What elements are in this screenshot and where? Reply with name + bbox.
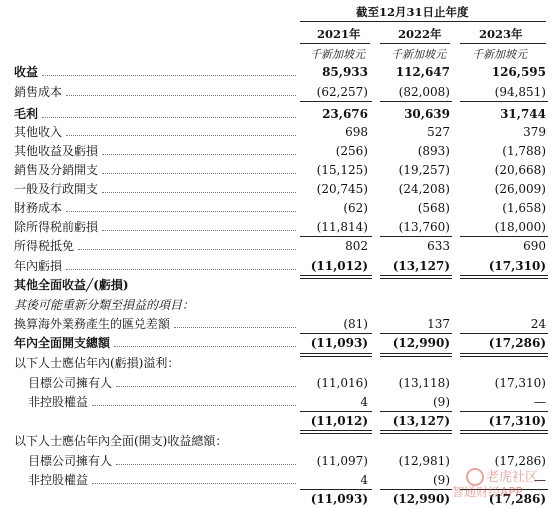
table-row	[0, 314, 554, 334]
total-double-rule	[300, 353, 372, 357]
subtotal-rule	[380, 333, 452, 334]
subtotal-rule	[460, 333, 548, 334]
cell-1: (12,990)	[392, 492, 450, 506]
leader-dots	[78, 249, 296, 250]
row-label: 銷售成本	[14, 85, 63, 99]
leader-dots	[66, 135, 296, 136]
cell-2: (17,286)	[494, 454, 546, 468]
subtotal-rule	[300, 101, 372, 102]
cell-1: (568)	[417, 201, 450, 215]
leader-dots	[102, 192, 296, 193]
row-label: 年內虧損	[14, 259, 63, 273]
cell-2: (17,310)	[488, 259, 546, 273]
leader-dots	[116, 386, 296, 387]
leader-dots	[66, 95, 296, 96]
table-row	[0, 179, 554, 199]
cell-1: (12,981)	[398, 454, 450, 468]
row-label: 目標公司擁有人	[28, 454, 113, 468]
cell-0: 23,676	[322, 107, 368, 121]
cell-0: (62)	[343, 201, 368, 215]
cell-0: (15,125)	[316, 163, 368, 177]
table-row	[0, 160, 554, 180]
row-label: 其他收入	[14, 125, 63, 139]
cell-1: (24,208)	[398, 182, 450, 196]
cell-0: (11,012)	[310, 414, 368, 428]
subtotal-rule	[300, 333, 372, 334]
watermark-line1: 老虎社区	[486, 470, 539, 485]
unit-2022: 千新加坡元	[391, 48, 446, 61]
cell-0: (81)	[343, 317, 368, 331]
cell-2: (1,788)	[502, 144, 546, 158]
table-row	[0, 373, 554, 393]
cell-1: (19,257)	[398, 163, 450, 177]
total-double-rule	[460, 353, 548, 357]
row-label: 以下人士應佔年內全面(開支)收益總額：	[14, 434, 228, 448]
year-rule-2021	[300, 43, 370, 44]
watermark-line2: 智通财经APP	[452, 485, 523, 499]
total-double-rule	[300, 430, 372, 434]
table-row	[0, 104, 554, 124]
period-header: 截至12月31日止年度	[356, 5, 469, 19]
cell-0: (256)	[335, 144, 368, 158]
row-label: 財務成本	[14, 201, 63, 215]
cell-0: 4	[360, 395, 368, 409]
cell-1: 527	[427, 125, 450, 139]
subtotal-rule	[300, 236, 372, 237]
cell-0: 85,933	[322, 65, 368, 79]
leader-dots	[102, 173, 296, 174]
year-rule-2022	[380, 43, 450, 44]
year-2023: 2023年	[479, 27, 523, 41]
cell-0: (11,016)	[316, 376, 368, 390]
row-label: 一般及行政開支	[14, 182, 99, 196]
row-label: 非控股權益	[28, 395, 89, 409]
cell-1: (13,118)	[398, 376, 450, 390]
cell-2: (17,310)	[488, 414, 546, 428]
cell-1: (13,127)	[392, 259, 450, 273]
table-row	[0, 82, 554, 102]
cell-0: 698	[345, 125, 368, 139]
leader-dots	[114, 346, 296, 347]
subtotal-rule	[460, 411, 548, 412]
table-row	[0, 141, 554, 161]
cell-2: (17,286)	[488, 336, 546, 350]
cell-1: (13,760)	[398, 220, 450, 234]
cell-0: (11,814)	[316, 220, 368, 234]
cell-1: 633	[427, 239, 450, 253]
leader-dots	[92, 405, 296, 406]
subtotal-rule	[460, 101, 548, 102]
row-label: 收益	[14, 65, 39, 79]
leader-dots	[102, 154, 296, 155]
cell-0: (11,097)	[316, 454, 368, 468]
cell-0: (11,012)	[310, 259, 368, 273]
period-rule	[300, 21, 546, 22]
unit-2023: 千新加坡元	[472, 48, 527, 61]
total-double-rule	[380, 353, 452, 357]
cell-0: (11,093)	[310, 336, 368, 350]
subtotal-rule	[380, 411, 452, 412]
cell-1: 112,647	[395, 65, 450, 79]
table-row	[0, 333, 554, 353]
leader-dots	[174, 327, 296, 328]
unit-2021: 千新加坡元	[310, 48, 365, 61]
cell-1: 137	[427, 317, 450, 331]
total-double-rule	[380, 430, 452, 434]
cell-1: (12,990)	[392, 336, 450, 350]
row-label: 其他收益及虧損	[14, 144, 99, 158]
cell-0: (11,093)	[310, 492, 368, 506]
row-label: 非控股權益	[28, 473, 89, 487]
row-label: 其他全面收益╱(虧損)	[14, 278, 129, 292]
leader-dots	[42, 75, 296, 76]
subtotal-rule	[460, 236, 548, 237]
leader-dots	[92, 483, 296, 484]
total-double-rule	[460, 275, 548, 279]
cell-0: 802	[345, 239, 368, 253]
cell-2: 379	[523, 125, 546, 139]
table-row	[0, 217, 554, 237]
subtotal-rule	[380, 101, 452, 102]
cell-1: (82,008)	[398, 85, 450, 99]
table-row	[0, 198, 554, 218]
cell-2: (17,286)	[488, 492, 546, 506]
cell-2: —	[534, 473, 546, 487]
cell-0: (62,257)	[316, 85, 368, 99]
year-2022: 2022年	[398, 27, 442, 41]
table-row	[0, 411, 554, 431]
subtotal-rule	[300, 411, 372, 412]
row-label: 毛利	[14, 107, 39, 121]
cell-2: (1,658)	[502, 201, 546, 215]
cell-2: 24	[530, 317, 546, 331]
row-label: 以下人士應佔年內(虧損)溢利：	[14, 356, 180, 370]
cell-2: 126,595	[491, 65, 546, 79]
cell-2: (20,668)	[494, 163, 546, 177]
year-2021: 2021年	[317, 27, 361, 41]
table-row	[0, 236, 554, 256]
leader-dots	[116, 464, 296, 465]
row-label: 其後可能重新分類至損益的項目：	[14, 298, 195, 312]
leader-dots	[66, 269, 296, 270]
table-row	[0, 256, 554, 276]
row-label: 銷售及分銷開支	[14, 163, 99, 177]
row-label: 除所得税前虧損	[14, 220, 99, 234]
table-row	[0, 62, 554, 82]
leader-dots	[66, 211, 296, 212]
cell-0: (20,745)	[316, 182, 368, 196]
cell-2: (17,310)	[494, 376, 546, 390]
subtotal-rule	[300, 489, 372, 490]
row-label: 所得税抵免	[14, 239, 75, 253]
table-row	[0, 295, 554, 315]
cell-2: 31,744	[500, 107, 546, 121]
cell-2: (18,000)	[494, 220, 546, 234]
table-row	[0, 122, 554, 142]
row-label: 換算海外業務產生的匯兑差額	[14, 317, 171, 331]
cell-1: (13,127)	[392, 414, 450, 428]
subtotal-rule	[380, 489, 452, 490]
year-rule-2023	[460, 43, 546, 44]
total-double-rule	[380, 275, 452, 279]
cell-1: (9)	[433, 473, 450, 487]
row-label: 目標公司擁有人	[28, 376, 113, 390]
table-row	[0, 431, 554, 451]
total-double-rule	[300, 275, 372, 279]
cell-2: (94,851)	[494, 85, 546, 99]
row-label: 年內全面開支總額	[14, 336, 111, 350]
cell-2: —	[534, 395, 546, 409]
cell-1: 30,639	[404, 107, 450, 121]
table-row	[0, 392, 554, 412]
subtotal-rule	[380, 236, 452, 237]
cell-0: 4	[360, 473, 368, 487]
leader-dots	[42, 117, 296, 118]
cell-1: (893)	[417, 144, 450, 158]
cell-2: 690	[523, 239, 546, 253]
cell-1: (9)	[433, 395, 450, 409]
leader-dots	[102, 230, 296, 231]
cell-2: (26,009)	[494, 182, 546, 196]
total-double-rule	[460, 430, 548, 434]
